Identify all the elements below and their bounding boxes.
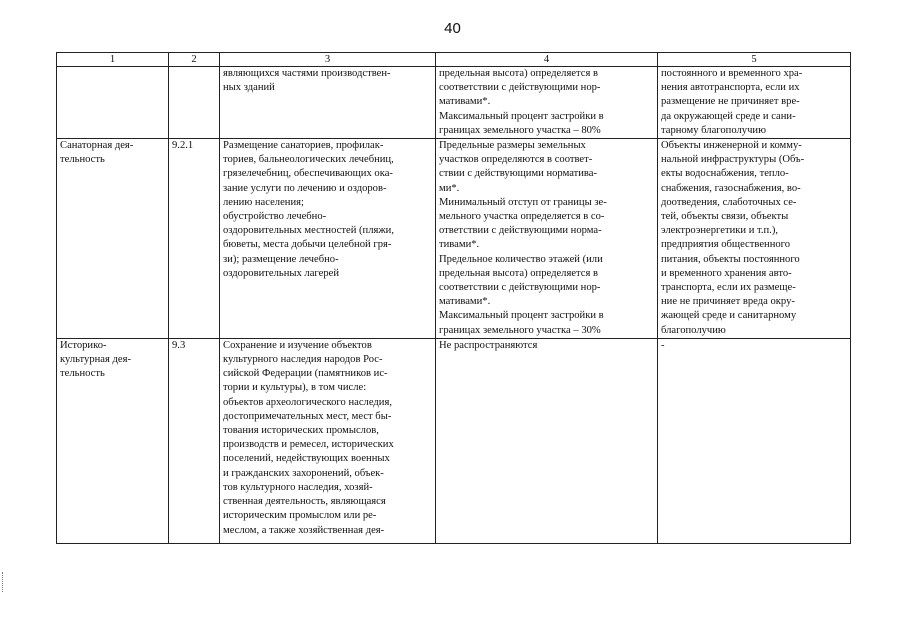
auxiliary-uses: постоянного и временного хра- нения автотранспорта, если их размещение не причиняет вре- да окружающей среде и сани- тарному благополучию bbox=[661, 68, 803, 136]
regulations-table bbox=[56, 52, 851, 544]
table-row bbox=[57, 139, 851, 339]
page-number: 40 bbox=[444, 20, 461, 37]
activity-code: 9.3 bbox=[172, 339, 186, 351]
auxiliary-uses: - bbox=[661, 339, 665, 351]
column-header: 1 bbox=[57, 53, 169, 67]
parameters-cell bbox=[436, 338, 658, 543]
column-header: 4 bbox=[436, 53, 658, 67]
column-header: 2 bbox=[169, 53, 220, 67]
auxiliary-uses-cell bbox=[658, 338, 851, 543]
parameters-cell bbox=[436, 139, 658, 339]
table-header-row bbox=[57, 53, 851, 67]
activity-name: Санаторная дея- тельность bbox=[60, 140, 134, 166]
activity-name: Историко- культурная дея- тельность bbox=[60, 339, 132, 380]
description: Сохранение и изучение объектов культурного наследия народов Рос- сийской Федерации (памятников ис- тории и культуры), в том числе: объектов археологического наследия, достопримечательных мест, мест бы- тования исторических промыслов, производств и ремесел, исторических поселений, недействующих военных и гражданских захоронений, объек- тов культурного наследия, хозяй- ственная деятельность, являющаяся историческим промыслом или ре- меслом, а также хозяйственная дея- bbox=[223, 339, 394, 536]
auxiliary-uses: Объекты инженерной и комму- нальной инфраструктуры (Объ- екты водоснабжения, тепло- снабжения, газоснабжения, во- доотведения, слаботочных се- тей, объекты связи, объекты электроэнергетики и т.п.), предприятия общественного питания, объекты постоянного и временного хранения авто- транспорта, если их размеще- ние не причиняет вреда окру- жающей среде и санитарному благополучию bbox=[661, 140, 805, 336]
activity-code-cell bbox=[169, 338, 220, 543]
table-row bbox=[57, 338, 851, 543]
activity-code-cell bbox=[169, 67, 220, 139]
table-row bbox=[57, 67, 851, 139]
activity-name-cell bbox=[57, 338, 169, 543]
activity-code: 9.2.1 bbox=[172, 140, 194, 152]
parameters: Предельные размеры земельных участков определяются в соответ- ствии с действующими норматива- ми*. Минимальный отступ от границы зе- мельного участка определяется в со- ответствии с действующими норма- тивами*. Предельное количество этажей (или предельная высота) определяется в соответствии с действующими нор- мативами*. Максимальный процент застройки в границах земельного участка – 30% bbox=[439, 140, 607, 336]
description: являющихся частями производствен- ных зданий bbox=[223, 68, 391, 94]
activity-name-cell bbox=[57, 139, 169, 339]
auxiliary-uses-cell bbox=[658, 139, 851, 339]
auxiliary-uses-cell bbox=[658, 67, 851, 139]
description-cell bbox=[220, 338, 436, 543]
activity-name-cell bbox=[57, 67, 169, 139]
column-header: 5 bbox=[658, 53, 851, 67]
description: Размещение санаториев, профилак- ториев, бальнеологических лечебниц, грязелечебниц, обеспечивающих ока- зание услуги по лечению и оздоров- лению населения; обустройство лечебно- оздоровительных местностей (пляжи, бюветы, места добычи целебной гря- зи); размещение лечебно- оздоровительных лагерей bbox=[223, 140, 395, 279]
description-cell bbox=[220, 139, 436, 339]
parameters-cell bbox=[436, 67, 658, 139]
margin-mark bbox=[2, 572, 8, 592]
description-cell bbox=[220, 67, 436, 139]
parameters: предельная высота) определяется в соответствии с действующими нор- мативами*. Максимальный процент застройки в границах земельного участка – 80% bbox=[439, 68, 604, 136]
column-header: 3 bbox=[220, 53, 436, 67]
activity-code-cell bbox=[169, 139, 220, 339]
parameters: Не распространяются bbox=[439, 339, 538, 351]
